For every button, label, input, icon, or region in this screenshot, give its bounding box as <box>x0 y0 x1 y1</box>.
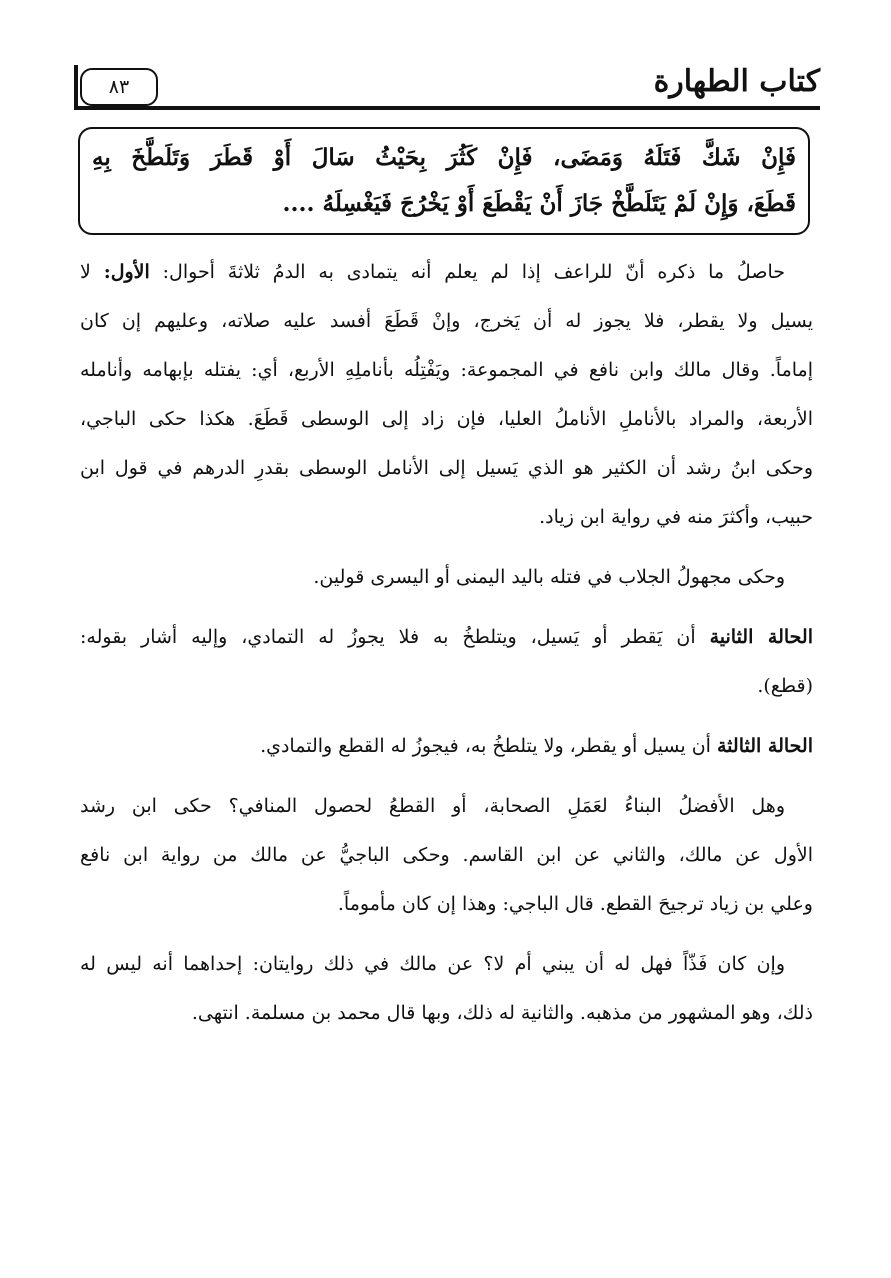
paragraph-5-line-1: وهل الأفضلُ البناءُ لعَمَلِ الصحابة، أو القطعُ لحصول المنافي؟ حكى ابن رشد <box>80 795 785 817</box>
matn-text-box <box>78 127 810 235</box>
paragraph-3-line-1-text: أن يَقطر أو يَسيل، ويتلطخُ به فلا يجوزُ له التمادي، وإليه أشار بقوله: <box>80 626 696 648</box>
paragraph-1-line-1 <box>80 248 813 297</box>
paragraph-5-line-2: الأول عن مالك، والثاني عن ابن القاسم. وحكى الباجيُّ عن مالك من رواية ابن نافع <box>80 844 813 866</box>
paragraph-1-line-1-text: حاصلُ ما ذكره أنّ للراعف إذا لم يعلم أنه يتمادى به الدمُ ثلاثةَ أحوال: <box>162 261 785 283</box>
matn-line-2: قَطَعَ، وَإِنْ لَمْ يَتَلَطَّخْ جَازَ أَنْ يَقْطَعَ أَوْ يَخْرُجَ فَيَغْسِلَهُ .... <box>282 190 796 217</box>
paragraph-1-line-5: وحكى ابنُ رشد أن الكثير هو الذي يَسيل إلى الأنامل الوسطى بقدرِ الدرهم في قول ابن <box>80 457 813 479</box>
paragraph-5 <box>80 782 813 929</box>
page-number: ٨٣ <box>80 68 158 106</box>
paragraph-6-line-2: ذلك، وهو المشهور من مذهبه. والثانية له ذلك، وبها قال محمد بن مسلمة. انتهى. <box>191 1002 813 1024</box>
paragraph-4 <box>80 722 813 771</box>
paragraph-gap <box>80 929 813 940</box>
paragraph-1-line-2: يسيل ولا يقطر، فلا يجوز له أن يَخرج، وإنْ قَطَعَ أفسد عليه صلاته، وعليهم إن كان <box>80 310 813 332</box>
paragraph-5-line-3: وعلي بن زياد ترجيحَ القطع. قال الباجي: وهذا إن كان مأموماً. <box>337 893 813 915</box>
paragraph-6 <box>80 940 813 1038</box>
paragraph-3 <box>80 613 813 711</box>
paragraph-1 <box>80 248 813 542</box>
paragraph-2 <box>80 553 813 602</box>
paragraph-1-line-1-end: لا <box>80 261 91 283</box>
page-header <box>74 62 820 114</box>
paragraph-gap <box>80 771 813 782</box>
second-case-label: الحالة الثانية <box>709 626 813 648</box>
paragraph-gap <box>80 542 813 553</box>
paragraph-gap <box>80 602 813 613</box>
paragraph-gap <box>80 711 813 722</box>
paragraph-1-line-6: حبيب، وأكثرَ منه في رواية ابن زياد. <box>539 506 813 528</box>
paragraph-6-line-1: وإن كان فَذّاً فهل له أن يبني أم لا؟ عن مالك في ذلك روايتان: إحداهما أنه ليس له <box>80 953 785 975</box>
paragraph-1-line-3: إماماً. وقال مالك وابن نافع في المجموعة: ويَفْتِلُه بأناملِهِ الأربع، أي: يفتله بإبهامه وأنامله <box>80 359 813 381</box>
commentary-body <box>80 248 813 1038</box>
first-case-label: الأول: <box>103 261 150 283</box>
third-case-label: الحالة الثالثة <box>716 735 813 757</box>
matn-line-1: فَإِنْ شَكَّ فَتَلَهُ وَمَضَى، فَإِنْ كَثُرَ بِحَيْثُ سَالَ أَوْ قَطَرَ وَتَلَطَّخَ بِهِ <box>92 144 796 171</box>
paragraph-2-line-1: وحكى مجهولُ الجلاب في فتله باليد اليمنى أو اليسرى قولين. <box>313 566 785 588</box>
header-rule-end <box>74 65 78 110</box>
paragraph-4-line-1 <box>80 722 813 771</box>
paragraph-3-line-1 <box>80 613 813 662</box>
paragraph-4-line-1-text: أن يسيل أو يقطر، ولا يتلطخُ به، فيجوزُ له القطع والتمادي. <box>260 735 711 757</box>
book-title: كتاب الطهارة <box>653 64 820 99</box>
paragraph-3-line-2: (قطع). <box>757 675 813 697</box>
header-rule <box>74 106 820 110</box>
paragraph-1-line-4: الأربعة، والمراد بالأناملِ الأناملُ العليا، فإن زاد إلى الوسطى قَطَعَ. هكذا حكى الباجي، <box>80 408 813 430</box>
